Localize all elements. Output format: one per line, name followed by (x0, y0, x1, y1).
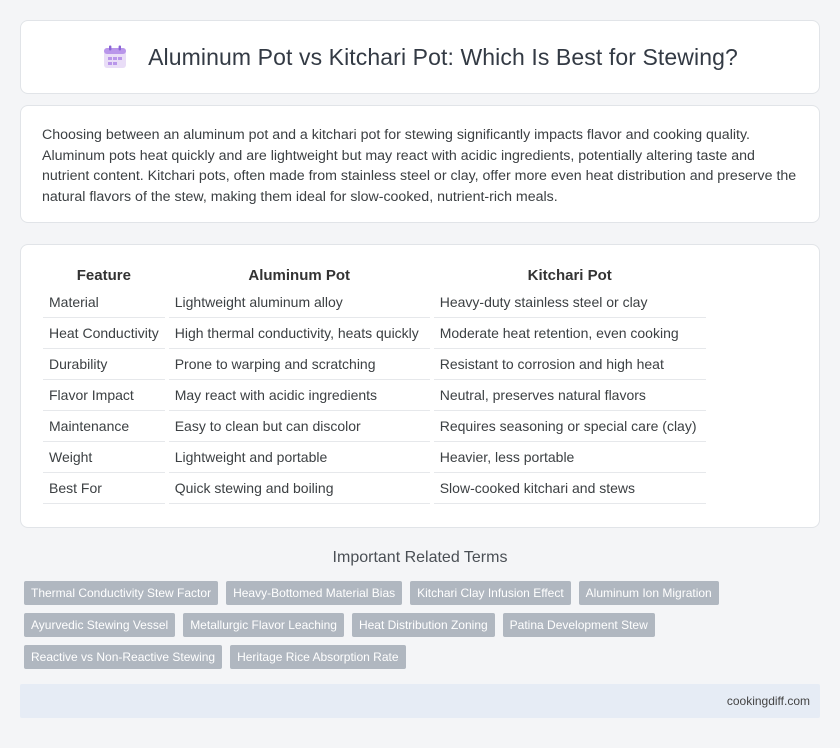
related-term-tag[interactable]: Patina Development Stew (503, 613, 655, 637)
aluminum-cell: Lightweight aluminum alloy (169, 287, 430, 318)
related-term-tag[interactable]: Kitchari Clay Infusion Effect (410, 581, 571, 605)
kitchari-cell: Moderate heat retention, even cooking (434, 318, 706, 349)
related-terms-title: Important Related Terms (332, 549, 508, 566)
related-term-tag[interactable]: Heat Distribution Zoning (352, 613, 495, 637)
page-title: Aluminum Pot vs Kitchari Pot: Which Is Best for Stewing? (148, 43, 738, 70)
kitchari-cell: Neutral, preserves natural flavors (434, 380, 706, 411)
table-header-row (43, 267, 706, 287)
kitchari-cell: Slow-cooked kitchari and stews (434, 473, 706, 504)
table-row (43, 442, 706, 473)
header-aluminum-pot: Aluminum Pot (248, 267, 351, 284)
aluminum-cell: Lightweight and portable (169, 442, 430, 473)
intro-paragraph: Choosing between an aluminum pot and a kitchari pot for stewing significantly impacts flavor and cooking quality. Aluminum pots heat quickly and are lightweight but may react with acidic ingredients, potentially altering taste and nutrient content. Kitchari pots, often made from stainless steel or clay, offer more even heat distribution and preserve the natural flavors of the stew, making them ideal for slow-cooked, nutrient-rich meals. (42, 127, 797, 205)
kitchari-cell: Requires seasoning or special care (clay) (434, 411, 706, 442)
table-row (43, 349, 706, 380)
feature-cell: Durability (43, 349, 165, 380)
table-row (43, 473, 706, 504)
header-feature: Feature (76, 267, 131, 284)
feature-cell: Best For (43, 473, 165, 504)
aluminum-cell: Easy to clean but can discolor (169, 411, 430, 442)
tag-row (24, 581, 804, 605)
intro-card (20, 105, 820, 223)
related-term-tag[interactable]: Heavy-Bottomed Material Bias (226, 581, 402, 605)
tag-row (24, 613, 804, 637)
feature-cell: Heat Conductivity (43, 318, 165, 349)
feature-cell: Weight (43, 442, 165, 473)
tag-row (24, 645, 804, 669)
aluminum-cell: Quick stewing and boiling (169, 473, 430, 504)
title-card (20, 20, 820, 94)
related-term-tag[interactable]: Heritage Rice Absorption Rate (230, 645, 405, 669)
related-term-tag[interactable]: Thermal Conductivity Stew Factor (24, 581, 218, 605)
calendar-icon (102, 44, 128, 70)
related-term-tag[interactable]: Ayurvedic Stewing Vessel (24, 613, 175, 637)
footer (20, 684, 820, 718)
comparison-table (39, 267, 710, 504)
kitchari-cell: Heavy-duty stainless steel or clay (434, 287, 706, 318)
related-term-tag[interactable]: Metallurgic Flavor Leaching (183, 613, 344, 637)
feature-cell: Maintenance (43, 411, 165, 442)
related-term-tag[interactable]: Reactive vs Non-Reactive Stewing (24, 645, 222, 669)
header-kitchari-pot: Kitchari Pot (527, 267, 612, 284)
footer-site-link[interactable]: cookingdiff.com (726, 694, 810, 708)
kitchari-cell: Heavier, less portable (434, 442, 706, 473)
table-row (43, 411, 706, 442)
feature-cell: Flavor Impact (43, 380, 165, 411)
related-term-tag[interactable]: Aluminum Ion Migration (579, 581, 719, 605)
table-row (43, 287, 706, 318)
feature-cell: Material (43, 287, 165, 318)
aluminum-cell: Prone to warping and scratching (169, 349, 430, 380)
aluminum-cell: May react with acidic ingredients (169, 380, 430, 411)
table-row (43, 318, 706, 349)
kitchari-cell: Resistant to corrosion and high heat (434, 349, 706, 380)
aluminum-cell: High thermal conductivity, heats quickly (169, 318, 430, 349)
table-row (43, 380, 706, 411)
comparison-card (20, 244, 820, 528)
related-terms-list (24, 581, 804, 677)
